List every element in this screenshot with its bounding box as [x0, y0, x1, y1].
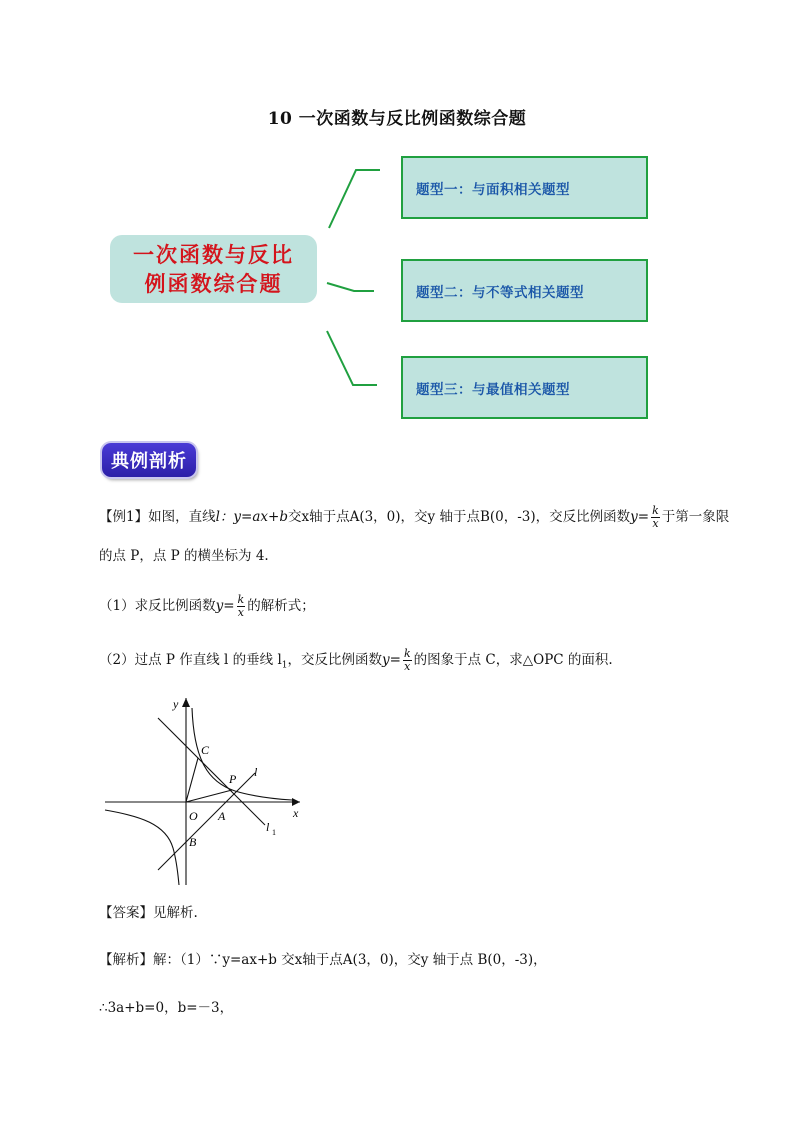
mindmap-branch-2: 题型二：与不等式相关题型 [401, 259, 648, 322]
fraction-k-over-x: $\frac{k}{x}$ [237, 593, 245, 619]
question-2-prefix: （2）过点 P 作直线 l 的垂线 l [99, 652, 282, 668]
label-a: A [218, 809, 226, 823]
question-1-prefix: （1）求反比例函数 [99, 598, 216, 614]
mindmap-connectors [0, 0, 794, 430]
y-axis-arrow [182, 698, 190, 707]
example-line-2: 的点 P，点 P 的横坐标为 4. [99, 548, 269, 564]
section-badge: 典例剖析 [102, 443, 196, 477]
label-p: P [229, 772, 237, 786]
mindmap-branch-1: 题型一：与面积相关题型 [401, 156, 648, 219]
question-1-suffix: 的解析式； [247, 598, 315, 614]
question-2: （2）过点 P 作直线 l 的垂线 $l_1$，交反比例函数y= $\frac{k}{x}$ 的图象于点 C，求△OPC 的面积. [99, 647, 613, 673]
analysis-line-1: 【解析】解：（1）∵y=ax+b 交x轴于点A(3，0)，交y 轴于点 B(0，-3)， [99, 952, 547, 968]
label-b: B [189, 835, 197, 849]
line-l [158, 773, 255, 870]
question-2-mid: ，交反比例函数 [287, 652, 382, 668]
example-y: y [630, 509, 638, 525]
analysis-line-2: ∴3a+b=0，b=－3， [99, 1000, 234, 1016]
answer-line: 【答案】见解析. [99, 905, 198, 921]
label-l: l [254, 765, 258, 779]
question-2-suffix: 的图象于点 C，求△OPC 的面积. [413, 652, 613, 668]
fraction-k-over-x: $\frac{k}{x}$ [403, 647, 411, 673]
label-y: y [173, 697, 179, 711]
label-l1-subscript: 1 [272, 828, 276, 837]
example-post: 于第一象限 [661, 509, 730, 525]
example-line-1 [99, 505, 729, 530]
label-x: x [293, 806, 299, 820]
question-1: （1）求反比例函数y= $\frac{k}{x}$ 的解析式； [99, 593, 315, 619]
label-o: O [189, 809, 198, 823]
segment-op [186, 790, 232, 802]
example-mid: 交x轴于点A(3，0)，交y 轴于点B(0，-3)，交反比例函数 [287, 509, 631, 525]
example-prefix: 【例1】如图，直线 [99, 509, 216, 525]
page-title: 10 一次函数与反比例函数综合题 [267, 109, 527, 129]
line-l1 [158, 718, 265, 825]
mindmap-center-node [110, 235, 317, 303]
mindmap-center-line2: 例函数综合题 [144, 271, 283, 296]
x-axis-arrow [292, 798, 300, 806]
label-l1: l [266, 820, 270, 834]
segment-oc [186, 758, 198, 802]
coordinate-graph [100, 690, 320, 890]
hyperbola-q3 [105, 810, 179, 885]
mindmap-center-line1: 一次函数与反比 [133, 242, 294, 267]
fraction-k-over-x: $\frac{k}{x}$ [652, 504, 659, 530]
example-eqsign: = [637, 509, 650, 525]
mindmap-branch-3: 题型三：与最值相关题型 [401, 356, 648, 419]
example-line-equation: l：y=ax+b [215, 509, 288, 525]
label-c: C [201, 743, 210, 757]
